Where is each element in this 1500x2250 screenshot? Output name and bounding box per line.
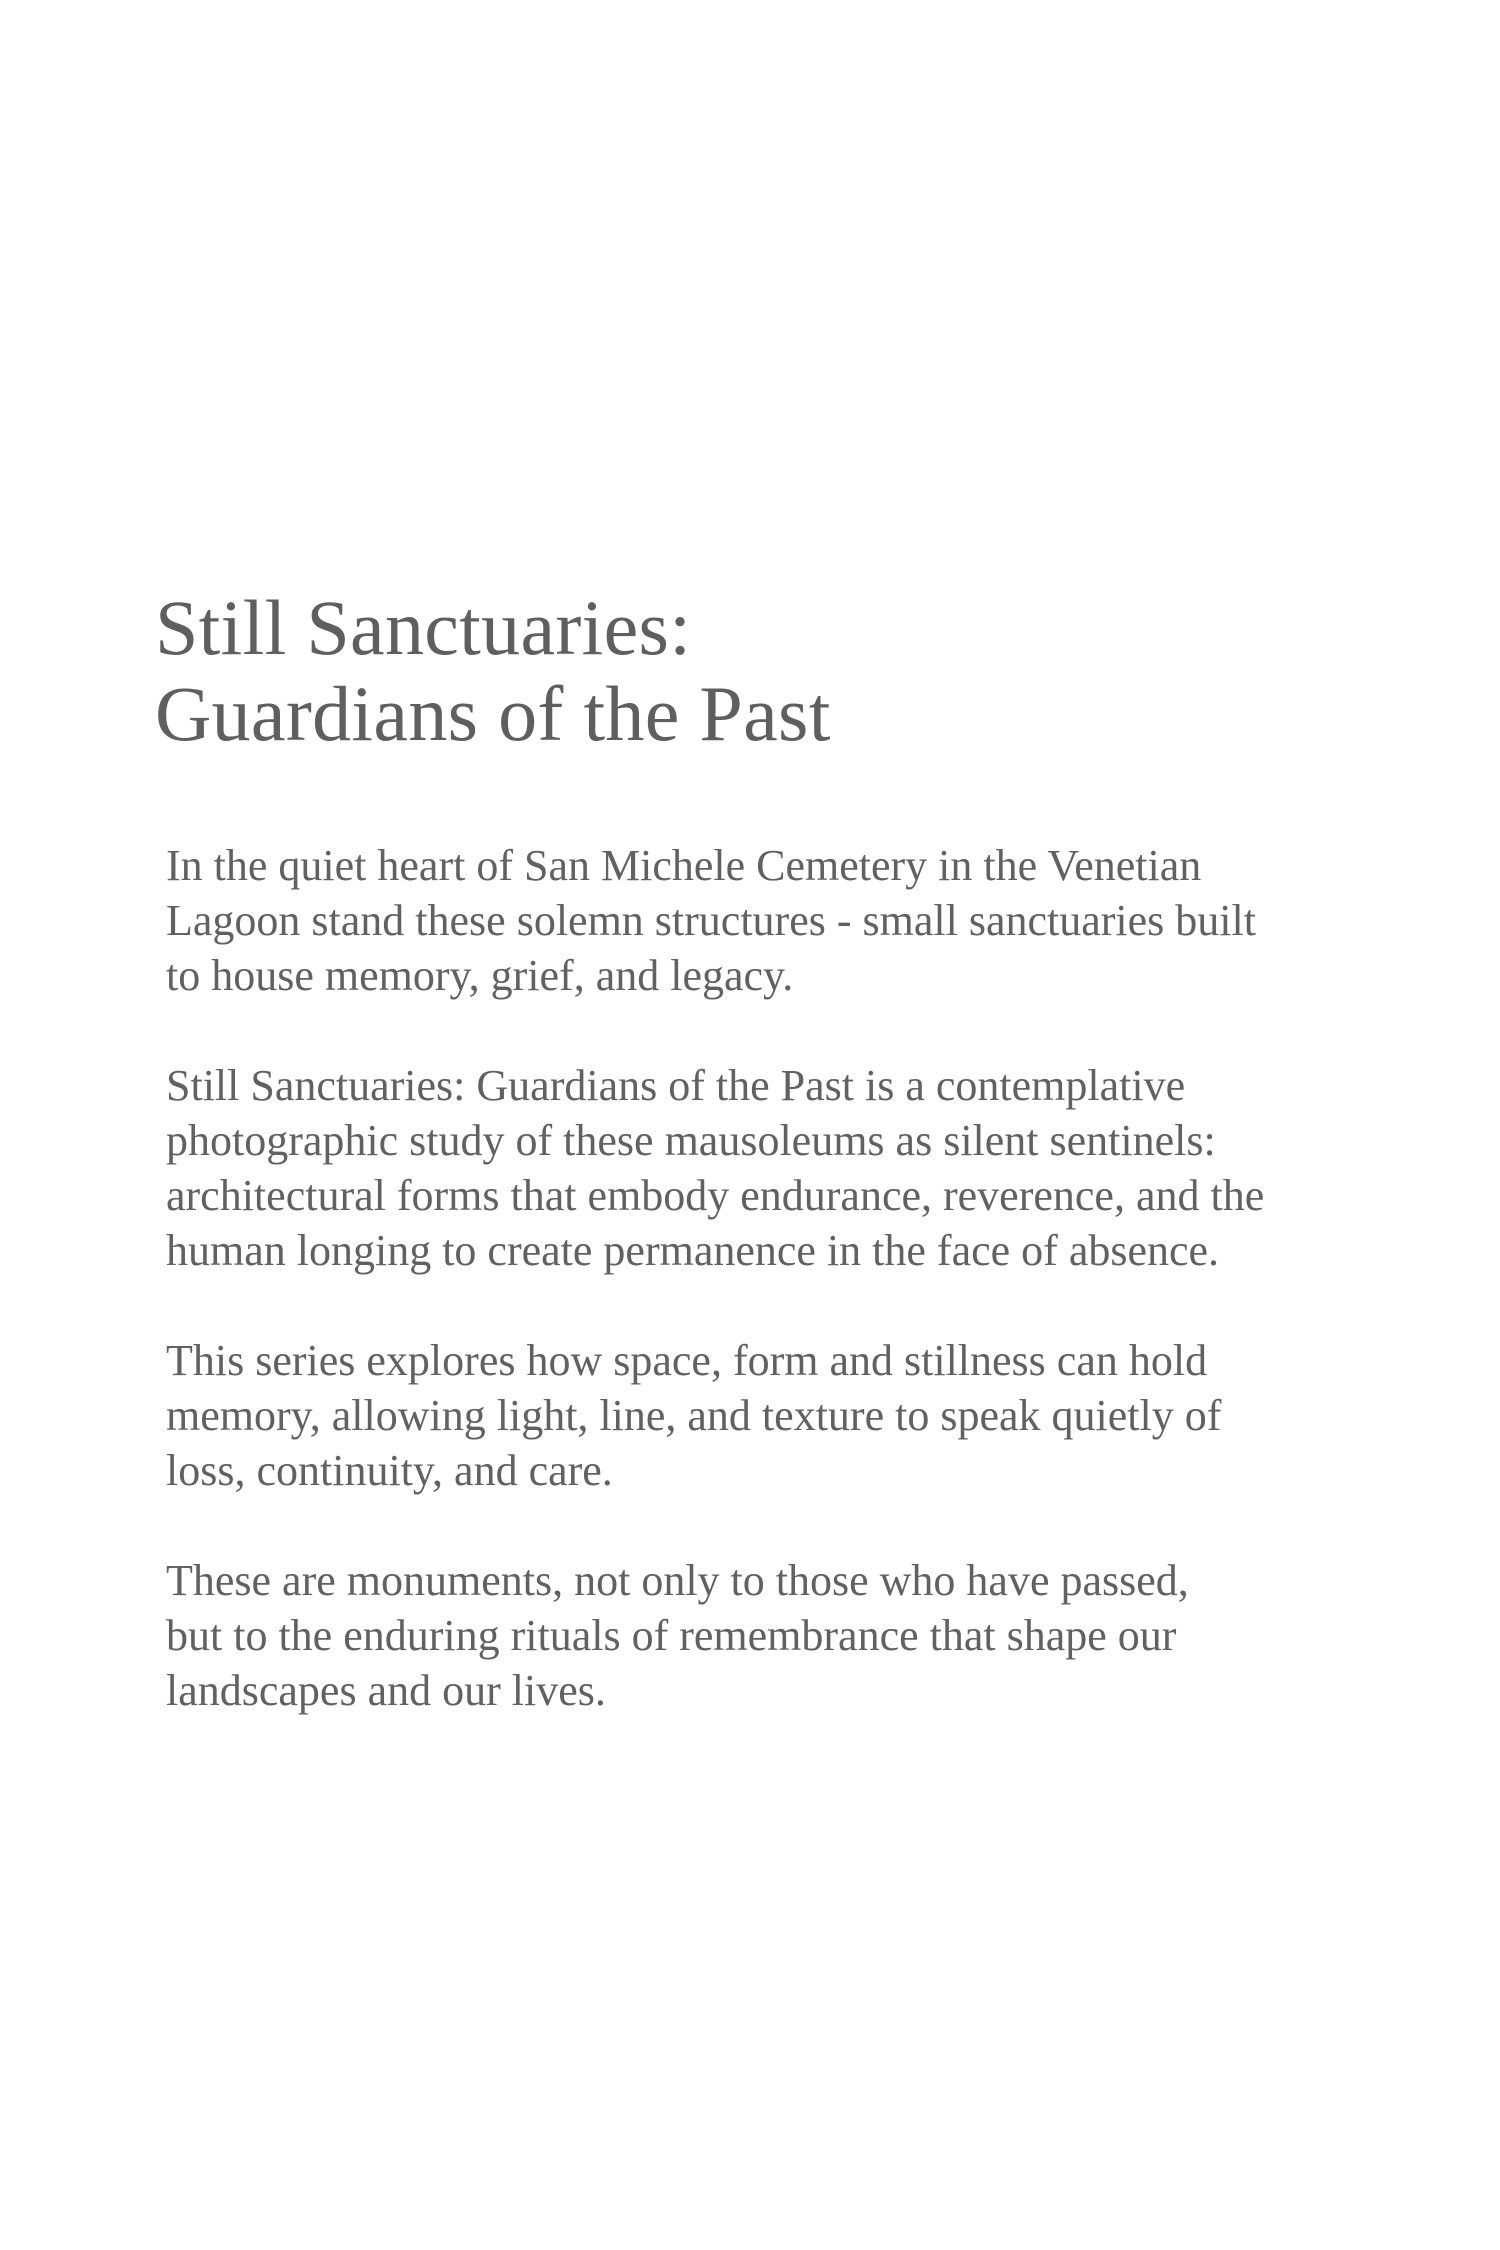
paragraph-line: loss, continuity, and care. (166, 1446, 613, 1495)
paragraph-line: This series explores how space, form and stillness can hold (166, 1336, 1208, 1385)
description-paragraph (166, 1058, 1366, 1278)
intro-paragraph (166, 838, 1366, 1003)
title-line-1: Still Sanctuaries: (155, 584, 692, 671)
paragraph-line: memory, allowing light, line, and texture to speak quietly of (166, 1391, 1222, 1440)
paragraph-line: These are monuments, not only to those who have passed, (166, 1556, 1189, 1605)
title-line-2: Guardians of the Past (155, 670, 831, 757)
paragraph-line: Still Sanctuaries: Guardians of the Past is a contemplative (166, 1061, 1186, 1110)
paragraph-line: landscapes and our lives. (166, 1666, 606, 1715)
paragraph-line: Lagoon stand these solemn structures - small sanctuaries built (166, 896, 1256, 945)
paragraph-line: human longing to create permanence in the face of absence. (166, 1226, 1220, 1275)
paragraph-line: photographic study of these mausoleums as silent sentinels: (166, 1116, 1216, 1165)
series-paragraph (166, 1333, 1366, 1498)
paragraph-line: to house memory, grief, and legacy. (166, 951, 794, 1000)
closing-paragraph (166, 1553, 1366, 1718)
paragraph-line: In the quiet heart of San Michele Cemetery in the Venetian (166, 841, 1202, 890)
page-title (155, 585, 1355, 757)
paragraph-line: architectural forms that embody endurance, reverence, and the (166, 1171, 1265, 1220)
paragraph-line: but to the enduring rituals of remembrance that shape our (166, 1611, 1177, 1660)
